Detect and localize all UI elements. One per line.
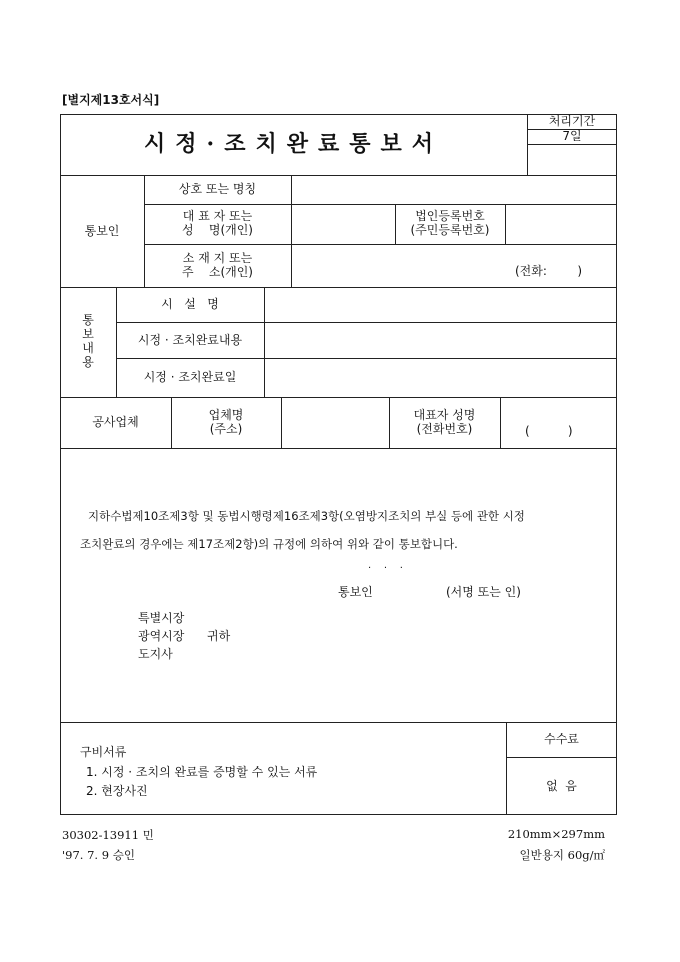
document-title: 시정·조치완료통보서 <box>144 130 443 157</box>
notifier-section-label: 통보인 <box>84 223 120 238</box>
content-section-label <box>60 287 116 397</box>
contractor-representative-label <box>389 397 500 448</box>
contractor-rep-line1: 대표자 성명 <box>413 407 476 422</box>
notifier-phone: (전화: ) <box>515 264 583 278</box>
registration-number-label <box>395 204 505 244</box>
notice-paragraph-line1: 지하수법제10조제3항 및 동법시행령제16조제3항(오염방지조치의 부실 등에 관한 시정 <box>88 509 525 523</box>
facility-name-label: 시 설 명 <box>161 297 219 311</box>
company-label-line1: 업체명 <box>208 407 244 422</box>
processing-period-value: 7일 <box>562 129 582 143</box>
fee-value: 없 음 <box>546 778 577 793</box>
honorific: 귀하 <box>207 629 231 643</box>
company-label-line2: (주소) <box>209 421 243 436</box>
addressee-metropolitan-city: 광역시장 <box>138 629 185 643</box>
contractor-rep-line2: (전화번호) <box>416 421 473 436</box>
company-name-field[interactable] <box>281 397 389 448</box>
company-name-label <box>171 397 281 448</box>
required-doc-item: 1. 시정 · 조치의 완료를 증명할 수 있는 서류 <box>86 765 318 779</box>
address-label-line2: 주 소(개인) <box>182 264 253 279</box>
representative-field[interactable] <box>291 204 395 244</box>
representative-label-line1: 대 표 자 또는 <box>182 209 253 224</box>
addressee-province: 도지사 <box>138 647 173 661</box>
addressee-special-city: 특별시장 <box>138 611 185 625</box>
fee-label: 수수료 <box>544 732 579 746</box>
contractor-label: 공사업체 <box>92 415 139 429</box>
completion-date-field[interactable] <box>264 358 617 397</box>
processing-period-label: 처리기간 <box>548 114 596 128</box>
business-name-label: 상호 또는 명칭 <box>178 182 257 196</box>
form-code: 30302-13911 민 <box>62 828 154 842</box>
form-label: [별지제13호서식] <box>62 93 160 107</box>
divider <box>60 448 617 449</box>
completion-details-field[interactable] <box>264 322 617 358</box>
content-section-char: 통 <box>82 313 94 328</box>
content-section-char: 보 <box>82 327 94 342</box>
registration-number-field[interactable] <box>505 204 617 244</box>
paper-type: 일반용지 60g/㎡ <box>519 848 605 862</box>
registration-label-line1: 법인등록번호 <box>415 209 485 224</box>
completion-date-label: 시정 · 조치완료일 <box>143 370 237 384</box>
representative-label-line2: 성 명(개인) <box>182 223 253 237</box>
address-label-line1: 소 재 지 또는 <box>182 250 253 265</box>
registration-label-line2: (주민등록번호) <box>410 223 490 237</box>
signature-field[interactable]: (서명 또는 인) <box>446 585 521 599</box>
signer-label: 통보인 <box>338 585 373 599</box>
address-label <box>144 244 291 287</box>
divider <box>500 397 501 448</box>
completion-details-label: 시정 · 조치완료내용 <box>137 332 243 347</box>
facility-name-field[interactable] <box>264 287 617 322</box>
date-dots: · · · <box>368 563 403 574</box>
content-section-char: 내 <box>82 341 94 355</box>
representative-label <box>144 204 291 244</box>
content-section-char: 용 <box>82 354 94 369</box>
business-name-field[interactable] <box>291 175 617 204</box>
notice-paragraph-line2: 조치완료의 경우에는 제17조제2항)의 규정에 의하여 위와 같이 통보합니다. <box>80 537 458 551</box>
required-docs-label: 구비서류 <box>80 745 127 759</box>
required-doc-item: 2. 현장사진 <box>86 784 148 798</box>
contractor-phone: ( ) <box>525 424 573 438</box>
paper-size: 210mm×297mm <box>507 827 605 841</box>
divider <box>527 144 617 145</box>
approval-date: '97. 7. 9 승인 <box>62 848 135 862</box>
